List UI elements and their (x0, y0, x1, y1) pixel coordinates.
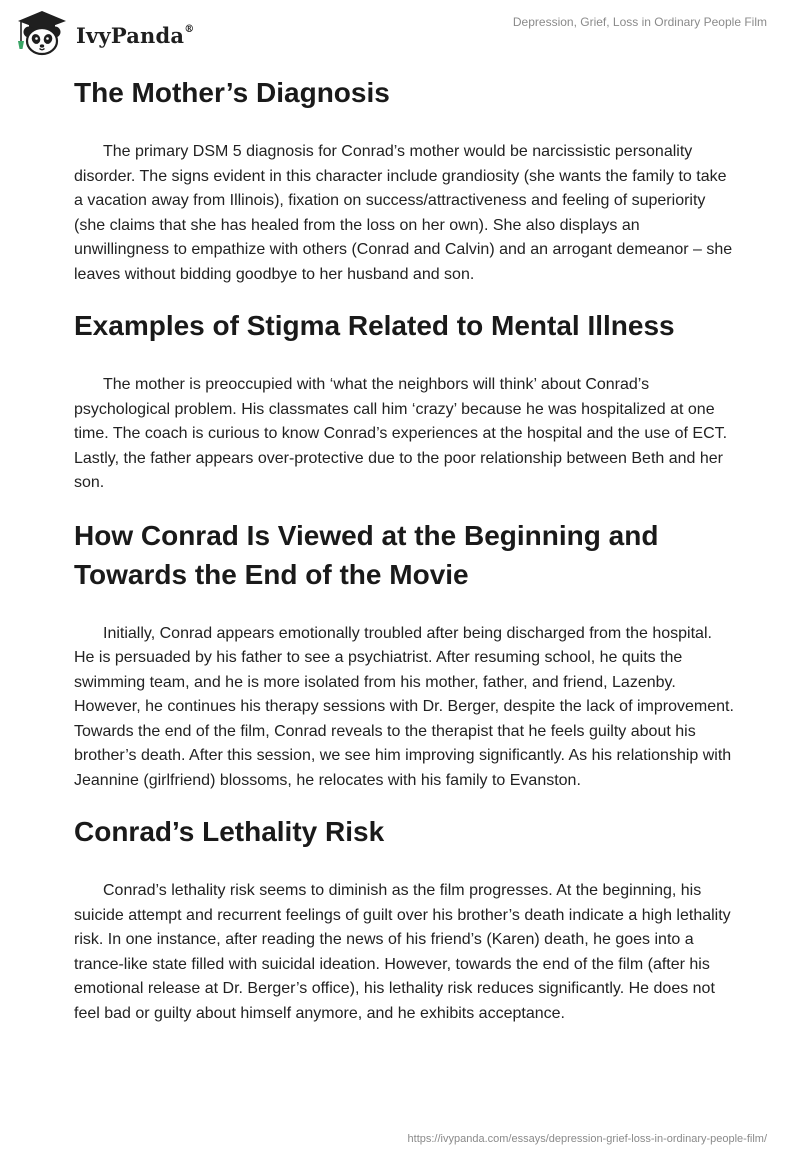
section-body-conrad-viewed: Initially, Conrad appears emotionally troubled after being discharged from the hospital. He is persuaded by his father to see a psychiatrist. After resuming school, he quits the swimming team, and he is more isolated from his mother, father, and friend, Lazenby. However, he continues his therapy sessions with Dr. Berger, despite the lack of improvement. Towards the end of the film, Conrad reveals to the therapist that he feels guilty about his brother’s death. After this session, we see him improving significantly. As his relationship with Jeannine (girlfriend) blossoms, he relocates with his family to Evanston. (74, 624, 734, 789)
registered-mark: ® (184, 23, 195, 35)
ivypanda-logo[interactable] (14, 8, 194, 58)
section-body-stigma-examples: The mother is preoccupied with ‘what the neighbors will think’ about Conrad’s psychological problem. His classmates call him ‘crazy’ because he was hospitalized at one time. The coach is curious to know Conrad’s experiences at the hospital and the use of ECT. Lastly, the father appears over-protective due to the poor relationship between Beth and her son. (74, 376, 728, 491)
section-body-lethality-risk: Conrad’s lethality risk seems to diminish as the film progresses. At the beginning, his suicide attempt and recurrent feelings of guilt over his brother’s death indicate a high lethality risk. In one instance, after reading the news of his friend’s (Karen) death, he goes into a trance-like state filled with suicidal ideation. However, towards the end of the film (after his emotional release at Dr. Berger’s office), his lethality risk reduces significantly. He does not feel bad or guilty about himself anymore, and he exhibits acceptance. (74, 882, 731, 1022)
section-heading-lethality-risk: Conrad’s Lethality Risk (74, 816, 385, 847)
source-url-link[interactable]: https://ivypanda.com/essays/depression-grief-loss-in-ordinary-people-film/ (407, 1133, 767, 1145)
section-heading-conrad-viewed: How Conrad Is Viewed at the Beginning and Towards the End of the Movie (74, 519, 659, 590)
section-heading-mother-diagnosis: The Mother’s Diagnosis (74, 77, 390, 108)
section-heading-stigma-examples: Examples of Stigma Related to Mental Illness (74, 310, 675, 341)
document-title: Depression, Grief, Loss in Ordinary People Film (512, 15, 767, 29)
page-header (0, 0, 800, 70)
section-body-mother-diagnosis: The primary DSM 5 diagnosis for Conrad’s mother would be narcissistic personality disorder. The signs evident in this character include grandiosity (she wants the family to take a vacation away from Illinois), fixation on success/attractiveness and feeling of superiority (she claims that she has healed from the loss on her own). She also displays an unwillingness to empathize with others (Conrad and Calvin) and an arrogant demeanor – she leaves without bidding goodbye to her husband and son. (74, 143, 733, 283)
panda-graduate-icon (14, 8, 70, 58)
essay-content (74, 70, 734, 1026)
brand-name: IvyPanda® (76, 22, 195, 48)
